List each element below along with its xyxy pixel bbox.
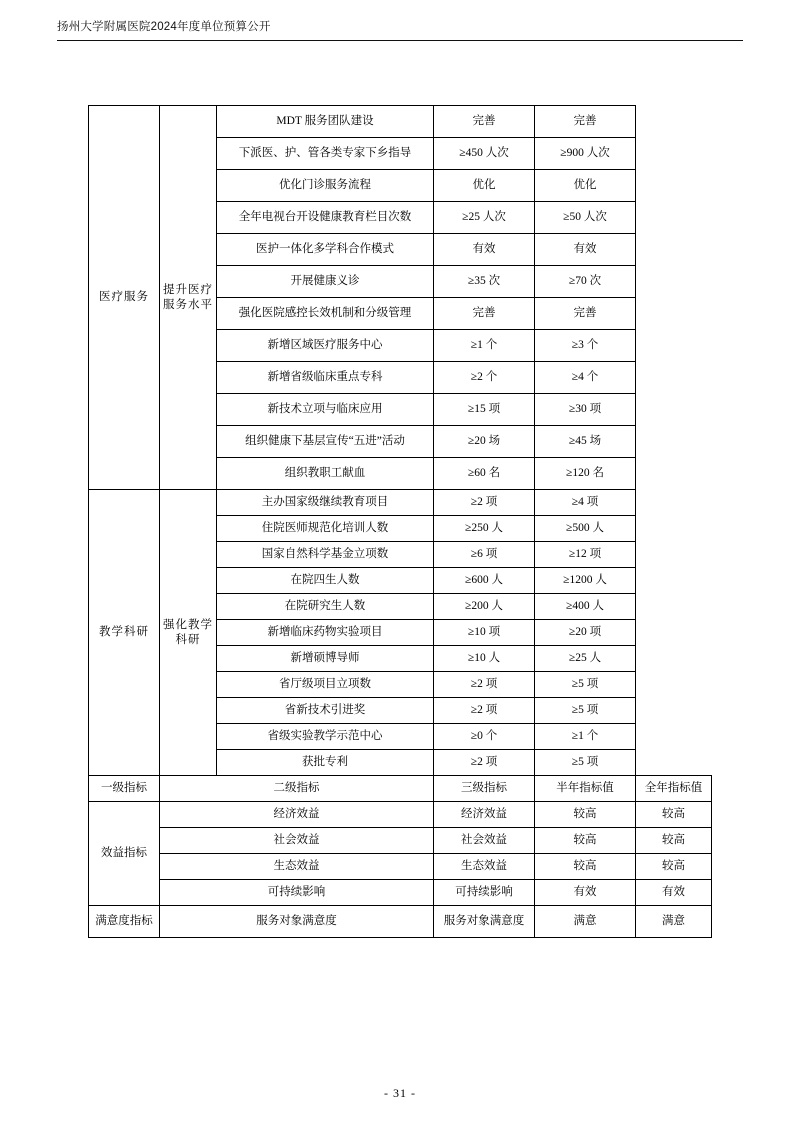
half-year-value: ≥35 次 bbox=[434, 266, 535, 298]
level2-indicator: 服务对象满意度 bbox=[160, 906, 434, 938]
half-year-value: ≥2 项 bbox=[434, 490, 535, 516]
level2-improve-service: 提升医疗服务水平 bbox=[160, 106, 217, 490]
table-header-row bbox=[89, 776, 712, 802]
indicator-name: 组织健康下基层宣传“五进”活动 bbox=[217, 426, 434, 458]
indicator-name: 国家自然科学基金立项数 bbox=[217, 542, 434, 568]
indicator-name: 在院研究生人数 bbox=[217, 594, 434, 620]
full-year-value: 满意 bbox=[636, 906, 712, 938]
half-year-value: 完善 bbox=[434, 106, 535, 138]
half-year-value: ≥0 个 bbox=[434, 724, 535, 750]
half-year-value: ≥2 个 bbox=[434, 362, 535, 394]
full-year-value: ≥500 人 bbox=[535, 516, 636, 542]
half-year-value: 有效 bbox=[535, 880, 636, 906]
full-year-value: ≥5 项 bbox=[535, 698, 636, 724]
level1-medical-service: 医疗服务 bbox=[89, 106, 160, 490]
page-number: - 31 - bbox=[384, 1086, 416, 1100]
half-year-value: ≥10 项 bbox=[434, 620, 535, 646]
full-year-value: ≥45 场 bbox=[535, 426, 636, 458]
indicator-name: 住院医师规范化培训人数 bbox=[217, 516, 434, 542]
half-year-value: 较高 bbox=[535, 828, 636, 854]
table-row bbox=[89, 802, 712, 828]
indicator-name: 省新技术引进奖 bbox=[217, 698, 434, 724]
header-divider bbox=[57, 40, 743, 41]
full-year-value: 完善 bbox=[535, 106, 636, 138]
full-year-value: ≥50 人次 bbox=[535, 202, 636, 234]
half-year-value: ≥25 人次 bbox=[434, 202, 535, 234]
full-year-value: ≥120 名 bbox=[535, 458, 636, 490]
full-year-value: ≥5 项 bbox=[535, 750, 636, 776]
full-year-value: 完善 bbox=[535, 298, 636, 330]
indicator-name: 新增省级临床重点专科 bbox=[217, 362, 434, 394]
full-year-value: 较高 bbox=[636, 828, 712, 854]
full-year-value: ≥1 个 bbox=[535, 724, 636, 750]
half-year-value: ≥200 人 bbox=[434, 594, 535, 620]
indicator-name: 新增区域医疗服务中心 bbox=[217, 330, 434, 362]
budget-indicator-table bbox=[88, 105, 712, 938]
half-year-value: ≥1 个 bbox=[434, 330, 535, 362]
half-year-value: ≥450 人次 bbox=[434, 138, 535, 170]
half-year-value: 较高 bbox=[535, 802, 636, 828]
budget-table-container bbox=[88, 105, 712, 938]
full-year-value: ≥12 项 bbox=[535, 542, 636, 568]
half-year-value: ≥6 项 bbox=[434, 542, 535, 568]
level2-indicator: 生态效益 bbox=[160, 854, 434, 880]
indicator-name: 生态效益 bbox=[434, 854, 535, 880]
indicator-name: 强化医院感控长效机制和分级管理 bbox=[217, 298, 434, 330]
full-year-value: ≥3 个 bbox=[535, 330, 636, 362]
table-row bbox=[89, 106, 712, 138]
indicator-name: 新增临床药物实验项目 bbox=[217, 620, 434, 646]
full-year-value: ≥900 人次 bbox=[535, 138, 636, 170]
half-year-value: 较高 bbox=[535, 854, 636, 880]
indicator-name: 新技术立项与临床应用 bbox=[217, 394, 434, 426]
full-year-value: ≥25 人 bbox=[535, 646, 636, 672]
indicator-name: 主办国家级继续教育项目 bbox=[217, 490, 434, 516]
level1-benefit-indicator: 效益指标 bbox=[89, 802, 160, 906]
column-header-full-year: 全年指标值 bbox=[636, 776, 712, 802]
level2-strengthen-teaching: 强化教学科研 bbox=[160, 490, 217, 776]
indicator-name: 社会效益 bbox=[434, 828, 535, 854]
table-row bbox=[89, 906, 712, 938]
half-year-value: 满意 bbox=[535, 906, 636, 938]
half-year-value: 有效 bbox=[434, 234, 535, 266]
indicator-name: MDT 服务团队建设 bbox=[217, 106, 434, 138]
column-header-level1: 一级指标 bbox=[89, 776, 160, 802]
full-year-value: ≥400 人 bbox=[535, 594, 636, 620]
level2-indicator: 社会效益 bbox=[160, 828, 434, 854]
indicator-name: 获批专利 bbox=[217, 750, 434, 776]
half-year-value: ≥250 人 bbox=[434, 516, 535, 542]
indicator-name: 开展健康义诊 bbox=[217, 266, 434, 298]
level1-teaching-research: 教学科研 bbox=[89, 490, 160, 776]
full-year-value: ≥30 项 bbox=[535, 394, 636, 426]
column-header-level2: 二级指标 bbox=[160, 776, 434, 802]
half-year-value: ≥60 名 bbox=[434, 458, 535, 490]
half-year-value: ≥2 项 bbox=[434, 698, 535, 724]
half-year-value: ≥20 场 bbox=[434, 426, 535, 458]
table-row bbox=[89, 490, 712, 516]
half-year-value: ≥600 人 bbox=[434, 568, 535, 594]
indicator-name: 优化门诊服务流程 bbox=[217, 170, 434, 202]
table-row bbox=[89, 880, 712, 906]
full-year-value: ≥70 次 bbox=[535, 266, 636, 298]
full-year-value: 优化 bbox=[535, 170, 636, 202]
half-year-value: 完善 bbox=[434, 298, 535, 330]
full-year-value: 有效 bbox=[636, 880, 712, 906]
full-year-value: 较高 bbox=[636, 854, 712, 880]
half-year-value: ≥2 项 bbox=[434, 672, 535, 698]
indicator-name: 全年电视台开设健康教育栏目次数 bbox=[217, 202, 434, 234]
indicator-name: 下派医、护、管各类专家下乡指导 bbox=[217, 138, 434, 170]
half-year-value: 优化 bbox=[434, 170, 535, 202]
indicator-name: 省级实验教学示范中心 bbox=[217, 724, 434, 750]
half-year-value: ≥2 项 bbox=[434, 750, 535, 776]
page-header-title: 扬州大学附属医院2024年度单位预算公开 bbox=[57, 21, 271, 33]
table-row bbox=[89, 854, 712, 880]
table-row bbox=[89, 828, 712, 854]
full-year-value: 有效 bbox=[535, 234, 636, 266]
indicator-name: 新增硕博导师 bbox=[217, 646, 434, 672]
column-header-half-year: 半年指标值 bbox=[535, 776, 636, 802]
level1-satisfaction-indicator: 满意度指标 bbox=[89, 906, 160, 938]
level2-indicator: 可持续影响 bbox=[160, 880, 434, 906]
indicator-name: 服务对象满意度 bbox=[434, 906, 535, 938]
full-year-value: ≥5 项 bbox=[535, 672, 636, 698]
column-header-level3: 三级指标 bbox=[434, 776, 535, 802]
indicator-name: 医护一体化多学科合作模式 bbox=[217, 234, 434, 266]
full-year-value: ≥4 个 bbox=[535, 362, 636, 394]
indicator-name: 省厅级项目立项数 bbox=[217, 672, 434, 698]
indicator-name: 经济效益 bbox=[434, 802, 535, 828]
full-year-value: ≥1200 人 bbox=[535, 568, 636, 594]
half-year-value: ≥10 人 bbox=[434, 646, 535, 672]
full-year-value: ≥4 项 bbox=[535, 490, 636, 516]
level2-indicator: 经济效益 bbox=[160, 802, 434, 828]
full-year-value: 较高 bbox=[636, 802, 712, 828]
full-year-value: ≥20 项 bbox=[535, 620, 636, 646]
half-year-value: ≥15 项 bbox=[434, 394, 535, 426]
indicator-name: 在院四生人数 bbox=[217, 568, 434, 594]
indicator-name: 组织教职工献血 bbox=[217, 458, 434, 490]
indicator-name: 可持续影响 bbox=[434, 880, 535, 906]
